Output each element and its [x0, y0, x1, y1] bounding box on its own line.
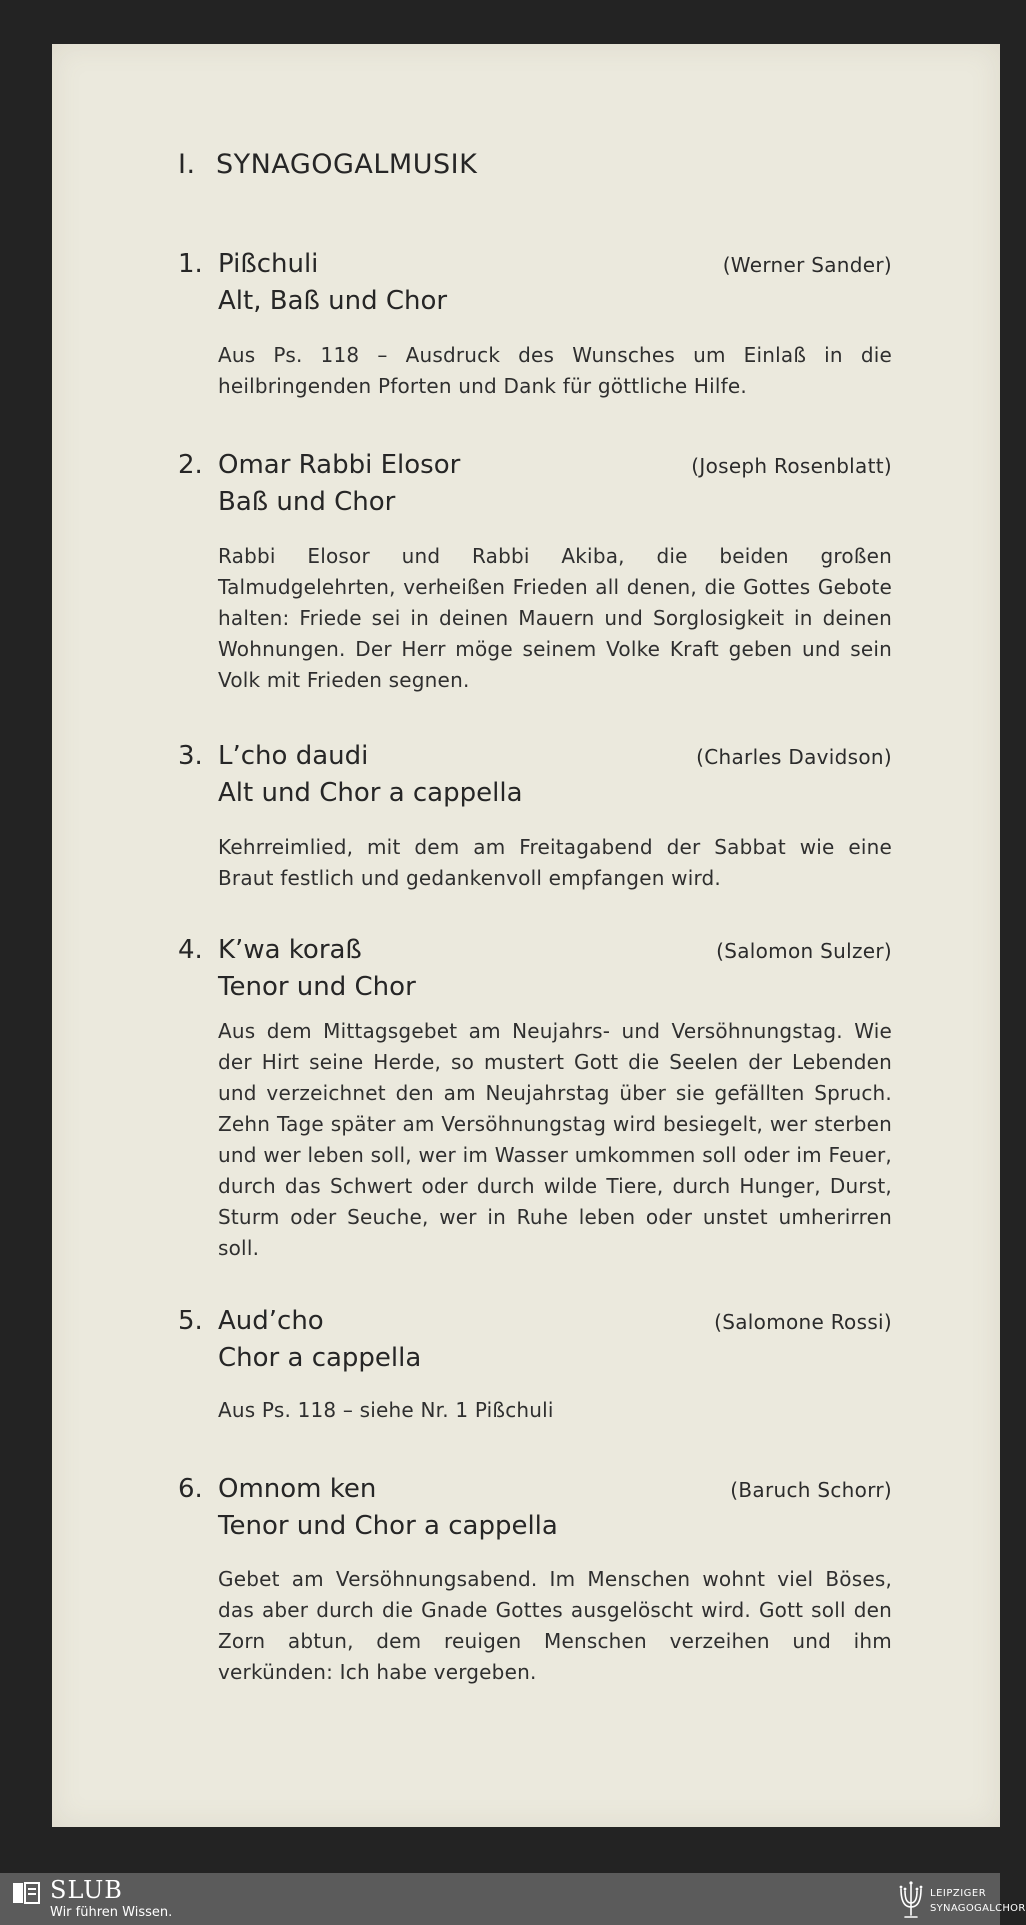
item-voices: Baß und Chor	[218, 487, 396, 517]
item-number: 5.	[178, 1306, 203, 1336]
item-number: 6.	[178, 1474, 203, 1504]
item-number: 1.	[178, 249, 203, 279]
program-page	[52, 44, 1000, 1827]
section-title: SYNAGOGALMUSIK	[216, 149, 478, 180]
item-voices: Tenor und Chor a cappella	[218, 1511, 558, 1541]
item-composer: (Baruch Schorr)	[730, 1478, 892, 1502]
item-title: Pißchuli	[218, 249, 319, 279]
item-description: Aus Ps. 118 – Ausdruck des Wunsches um Einlaß in die heilbringenden Pforten und Dank für göttliche Hilfe.	[218, 343, 892, 398]
menorah-icon	[896, 1879, 926, 1921]
item-composer: (Charles Davidson)	[696, 745, 892, 769]
slub-logo-icon	[12, 1881, 40, 1905]
item-composer: (Salomon Sulzer)	[716, 939, 892, 963]
item-composer: (Joseph Rosenblatt)	[691, 454, 892, 478]
item-description: Gebet am Versöhnungsabend. Im Menschen wohnt viel Böses, das aber durch die Gnade Gottes ausgelöscht wird. Gott soll den Zorn abtun, dem reuigen Menschen verzeihen und ihm verkünden: Ich habe vergeben.	[218, 1567, 892, 1684]
partner-name-line2: SYNAGOGALCHOR	[930, 1903, 1026, 1914]
item-description: Rabbi Elosor und Rabbi Akiba, die beiden großen Talmudgelehrten, verheißen Frieden all denen, die Gottes Gebote halten: Friede sei in deinen Mauern und Sorglosigkeit in deinen Wohnungen. Der Herr möge seinem Volke Kraft geben und sein Volk mit Frieden segnen.	[218, 544, 892, 692]
item-title: L’cho daudi	[218, 741, 369, 771]
section-heading	[178, 149, 477, 180]
item-description: Kehrreimlied, mit dem am Freitagabend der Sabbat wie eine Braut festlich und gedankenvoll empfangen wird.	[218, 835, 892, 890]
item-title: Aud’cho	[218, 1306, 324, 1336]
library-name: SLUB	[50, 1876, 123, 1904]
item-title: K’wa koraß	[218, 935, 362, 965]
item-voices: Tenor und Chor	[218, 972, 416, 1002]
library-claim: Wir führen Wissen.	[50, 1905, 173, 1920]
item-composer: (Salomone Rossi)	[714, 1310, 892, 1334]
item-number: 4.	[178, 935, 203, 965]
item-number: 2.	[178, 450, 203, 480]
item-composer: (Werner Sander)	[722, 253, 892, 277]
viewer-footer	[0, 1873, 1026, 1925]
partner-name-line1: LEIPZIGER	[930, 1888, 987, 1899]
item-voices: Alt und Chor a cappella	[218, 778, 523, 808]
item-title: Omnom ken	[218, 1474, 377, 1504]
item-number: 3.	[178, 741, 203, 771]
item-title: Omar Rabbi Elosor	[218, 450, 461, 480]
section-number: I.	[178, 149, 196, 180]
item-voices: Chor a cappella	[218, 1343, 422, 1373]
item-description: Aus Ps. 118 – siehe Nr. 1 Pißchuli	[218, 1398, 554, 1422]
item-voices: Alt, Baß und Chor	[218, 286, 448, 316]
item-description: Aus dem Mittagsgebet am Neujahrs- und Versöhnungstag. Wie der Hirt seine Herde, so mustert Gott die Seelen der Lebenden und verzeichnet den am Neujahrstag über sie gefällten Spruch. Zehn Tage später am Versöhnungstag wird besiegelt, wer sterben und wer leben soll, wer im Wasser umkommen soll oder im Feuer, durch das Schwert oder durch wilde Tiere, durch Hunger, Durst, Sturm oder Seuche, wer in Ruhe leben oder unstet umherirren soll.	[218, 1019, 892, 1260]
